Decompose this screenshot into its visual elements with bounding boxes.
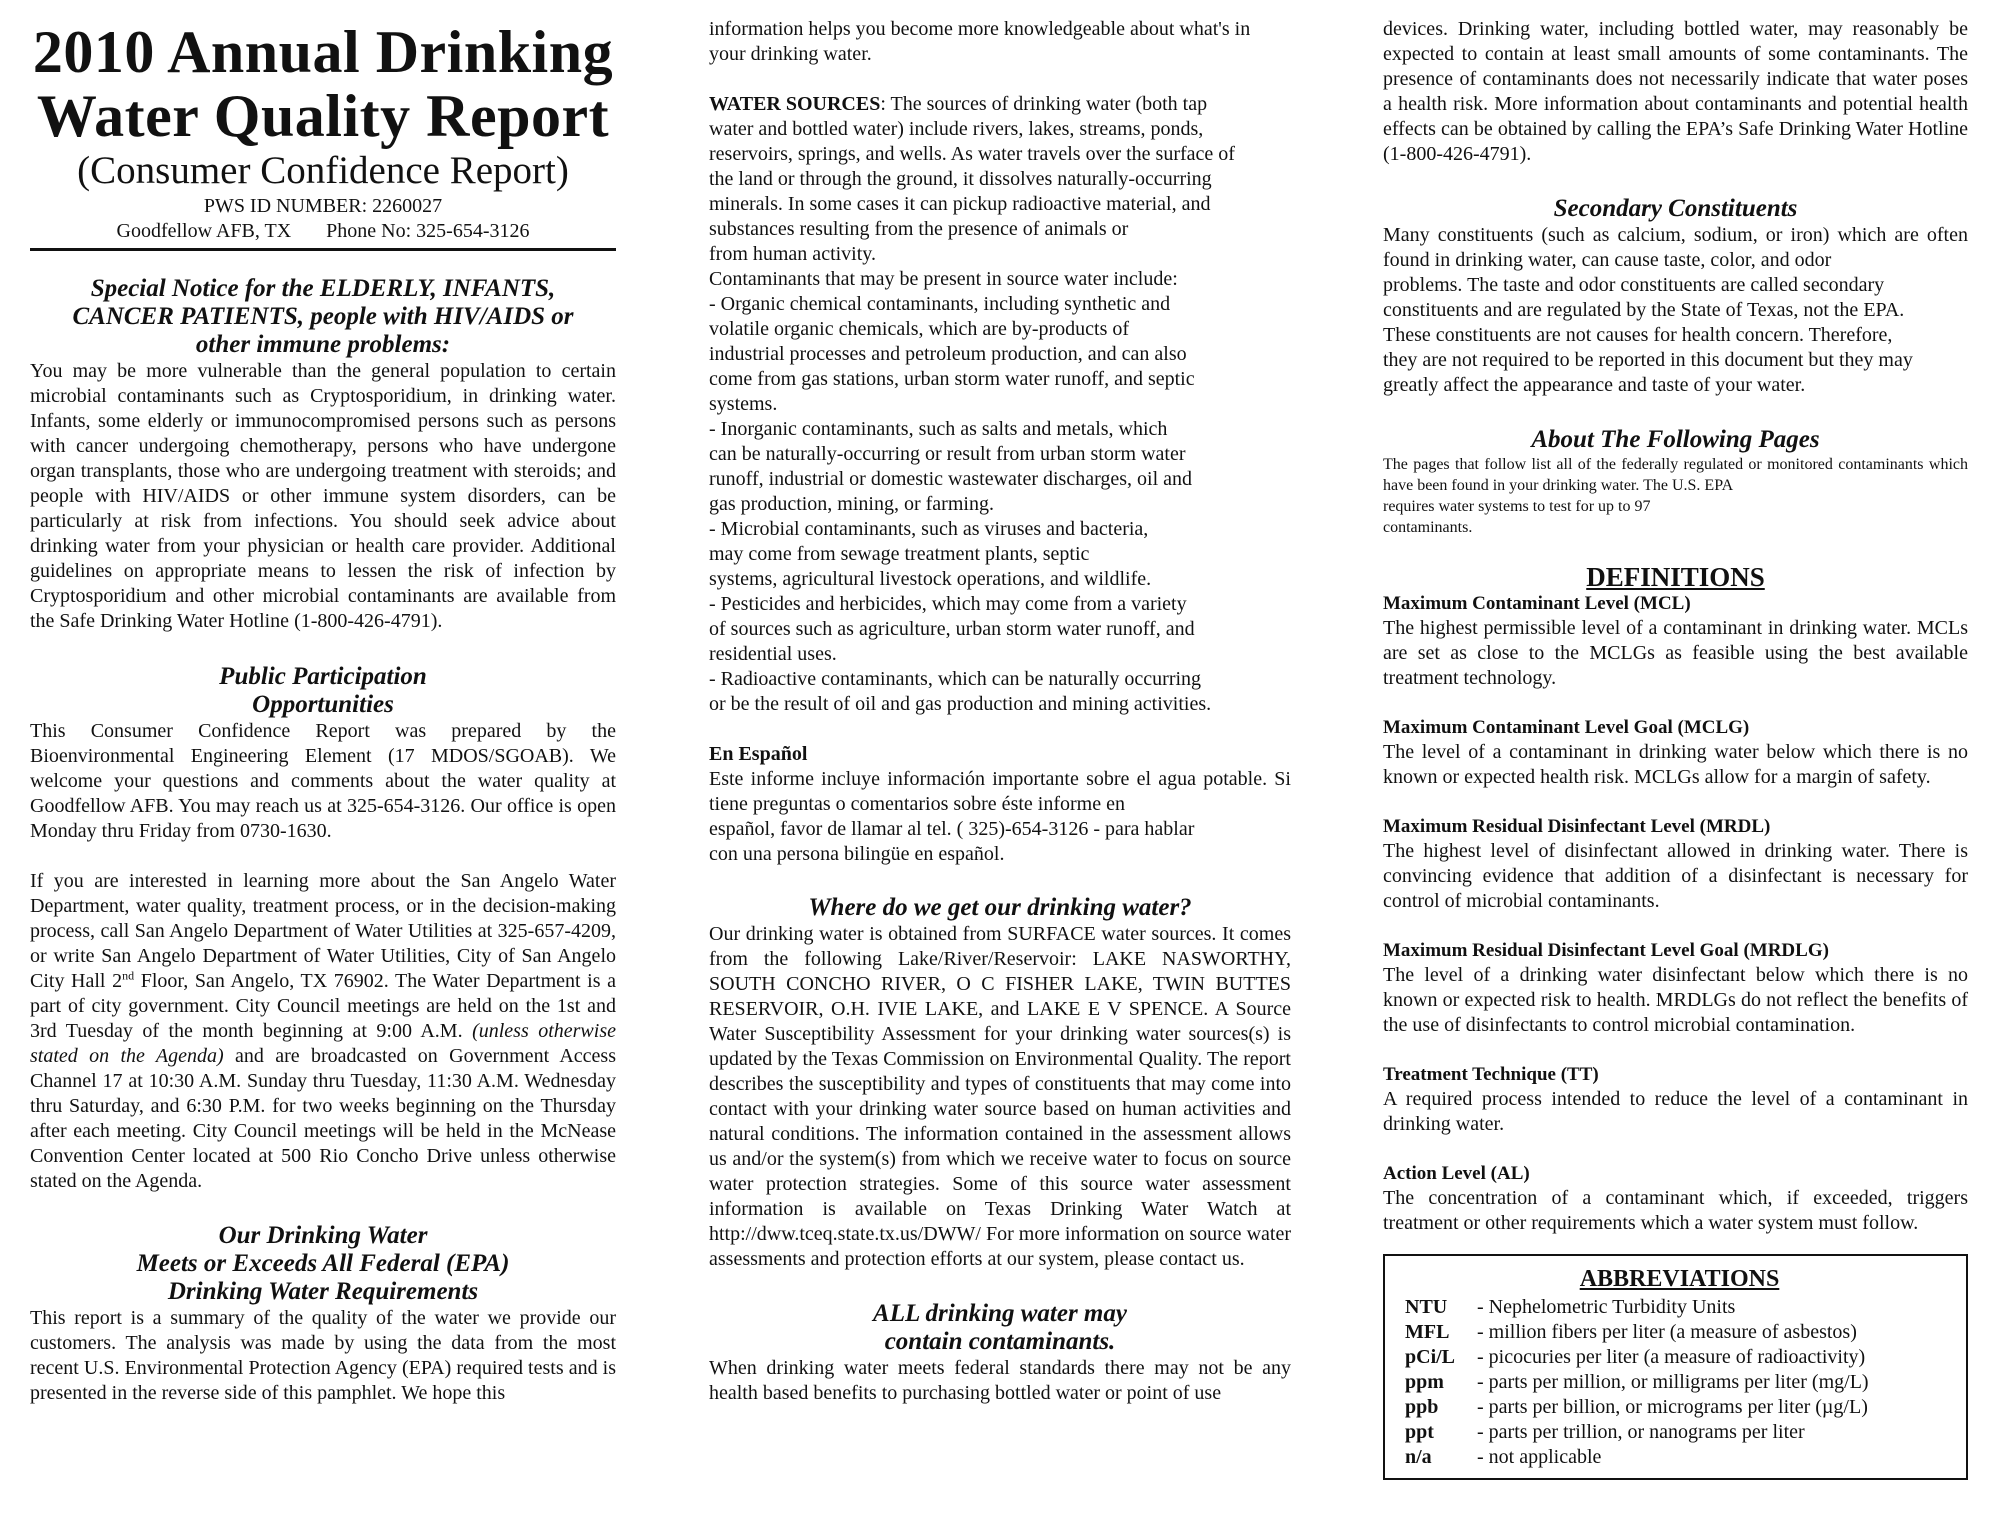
definition-term: Maximum Residual Disinfectant Level Goal (MRDLG)	[1383, 940, 1829, 961]
meets-epa-heading: Our Drinking Water Meets or Exceeds All Federal (EPA) Drinking Water Requirements	[136, 1222, 510, 1305]
abbreviation-row: ppt - parts per trillion, or nanograms per liter	[1405, 1421, 1805, 1443]
definitions-heading: DEFINITIONS	[1586, 562, 1765, 592]
water-sources-line: the land or through the ground, it dissolves naturally-occurring	[709, 168, 1212, 190]
definition-text: The level of a contaminant in drinking water below which there is no known or expected health risk. MCLGs allow for a margin of safety.	[1383, 741, 1968, 788]
definition-item	[1383, 592, 1968, 691]
water-sources-line: come from gas stations, urban storm water runoff, and septic	[709, 368, 1195, 390]
water-sources-line: industrial processes and petroleum production, and can also	[709, 343, 1187, 365]
column-2	[709, 0, 1291, 1406]
water-sources-line: minerals. In some cases it can pickup radioactive material, and	[709, 193, 1211, 215]
definition-item	[1383, 939, 1968, 1038]
meets-epa-body: This report is a summary of the quality of the water we provide our customers. The analysis was made by using the data from the most recent U.S. Environmental Protection Agency (EPA) required tests and is presented in the reverse side of this pamphlet. We hope this	[30, 1307, 616, 1404]
definition-text: The concentration of a contaminant which, if exceeded, triggers treatment or other requirements which a water system must follow.	[1383, 1187, 1968, 1234]
all-water-body: When drinking water meets federal standards there may not be any health based benefits to purchasing bottled water or point of use	[709, 1357, 1291, 1404]
definition-term: Maximum Contaminant Level (MCL)	[1383, 593, 1691, 614]
espanol-line: con una persona bilingüe en español.	[709, 843, 1005, 865]
all-water-heading: ALL drinking water may contain contaminants.	[873, 1300, 1127, 1355]
water-sources-line: residential uses.	[709, 643, 837, 665]
water-sources-line: WATER SOURCES: The sources of drinking water (both tap	[709, 93, 1208, 115]
water-sources-line: gas production, mining, or farming.	[709, 493, 994, 515]
abbreviation-row: n/a - not applicable	[1405, 1446, 1602, 1468]
public-participation-body-2: If you are interested in learning more about the San Angelo Water Department, water quality, treatment process, or in the decision-making process, call San Angelo Department of Water Utilities at 325-657-4209, or write San Angelo Department of Water Utilities, City of San Angelo City Hall 2nd Floor, San Angelo, TX 76902. The Water Department is a part of city government. City Council meetings are held on the 1st and 3rd Tuesday of the month beginning at 9:00 A.M. (unless otherwise stated on the Agenda) and are broadcasted on Government Access Channel 17 at 10:30 A.M. Sunday thru Tuesday, 11:30 A.M. Wednesday thru Saturday, and 6:30 P.M. for two weeks beginning on the Thursday after each meeting. City Council meetings will be held in the McNease Convention Center located at 500 Rio Concho Drive unless otherwise stated on the Agenda.	[30, 870, 617, 1192]
special-notice-body: You may be more vulnerable than the general population to certain microbial contaminants such as Cryptosporidium, in drinking water. Infants, some elderly or immunocompromised persons such as persons with cancer undergoing chemotherapy, persons who have undergone organ transplants, those who are undergoing treatment with steroids; and people with HIV/AIDS or other immune system disorders, can be particularly at risk from infections. You should seek advice about drinking water from your physician or health care provider. Additional guidelines on appropriate means to lessen the risk of infection by Cryptosporidium and other microbial contaminants are available from the Safe Drinking Water Hotline (1-800-426-4791).	[30, 360, 616, 632]
definition-item	[1383, 815, 1968, 914]
definition-term: Maximum Contaminant Level Goal (MCLG)	[1383, 717, 1750, 738]
secondary-line: they are not required to be reported in this document but they may	[1383, 349, 1913, 371]
pws-id: PWS ID NUMBER: 2260027	[203, 195, 443, 217]
abbreviation-row: pCi/L - picocuries per liter (a measure of radioactivity)	[1405, 1346, 1866, 1368]
water-sources-line: reservoirs, springs, and wells. As water travels over the surface of	[709, 143, 1235, 165]
water-sources-line: - Organic chemical contaminants, including synthetic and	[709, 293, 1171, 315]
definition-term: Action Level (AL)	[1383, 1163, 1530, 1184]
column-1	[30, 0, 616, 1406]
definition-item	[1383, 1063, 1968, 1137]
water-sources-line: substances resulting from the presence of animals or	[709, 218, 1129, 240]
definition-text: The highest permissible level of a contaminant in drinking water. MCLs are set as close to the MCLGs as feasible using the best available treatment technology.	[1383, 617, 1968, 689]
public-participation-heading: Public Participation Opportunities	[219, 663, 427, 718]
definition-text: The level of a drinking water disinfectant below which there is no known or expected risk to health. MRDLGs do not reflect the benefits of the use of disinfectants to control microbial contamination.	[1383, 964, 1968, 1036]
secondary-line: constituents and are regulated by the State of Texas, not the EPA.	[1383, 299, 1905, 321]
about-heading: About The Following Pages	[1531, 426, 1820, 453]
water-sources-line: systems, agricultural livestock operations, and wildlife.	[709, 568, 1152, 590]
water-sources-section	[709, 92, 1291, 717]
espanol-heading: En Español	[709, 743, 808, 765]
water-sources-line: runoff, industrial or domestic wastewater discharges, oil and	[709, 468, 1193, 490]
espanol-body: Este informe incluye información importante sobre el agua potable. Si tiene preguntas o comentarios sobre éste informe en	[709, 768, 1291, 815]
report-title: 2010 Annual Drinking Water Quality Report	[32, 19, 614, 149]
about-body: The pages that follow list all of the federally regulated or monitored contaminants which have been found in your drinking water. The U.S. EPA	[1383, 456, 1968, 494]
all-water-body-cont: devices. Drinking water, including bottled water, may reasonably be expected to contain at least small amounts of some contaminants. The presence of contaminants does not necessarily indicate that water poses a health risk. More information about contaminants and potential health effects can be obtained by calling the EPA’s Safe Drinking Water Hotline (1-800-426-4791).	[1383, 18, 1968, 165]
column-3	[1383, 0, 1968, 1480]
secondary-line: These constituents are not causes for health concern. Therefore,	[1383, 324, 1893, 346]
water-sources-line: - Pesticides and herbicides, which may come from a variety	[709, 593, 1187, 615]
water-sources-line: from human activity.	[709, 243, 876, 265]
espanol-line: español, favor de llamar al tel. ( 325)-654-3126 - para hablar	[709, 818, 1195, 840]
public-participation-body-1: This Consumer Confidence Report was prepared by the Bioenvironmental Engineering Element (17 MDOS/SGOAB). We welcome your questions and comments about the water quality at Goodfellow AFB. You may reach us at 325-654-3126. Our office is open Monday thru Friday from 0730-1630.	[30, 720, 616, 842]
where-heading: Where do we get our drinking water?	[808, 894, 1192, 921]
abbreviations-box	[1383, 1254, 1968, 1480]
water-sources-line: can be naturally-occurring or result from urban storm water	[709, 443, 1186, 465]
water-sources-line: may come from sewage treatment plants, septic	[709, 543, 1090, 565]
abbreviation-row: ppm - parts per million, or milligrams per liter (mg/L)	[1405, 1371, 1869, 1393]
about-line: contaminants.	[1383, 519, 1473, 536]
contact-line: Goodfellow AFB, TX Phone No: 325-654-3126	[116, 220, 530, 242]
secondary-line: problems. The taste and odor constituents are called secondary	[1383, 274, 1885, 296]
definition-item	[1383, 1162, 1968, 1236]
definition-item	[1383, 716, 1968, 790]
water-sources-line: or be the result of oil and gas production and mining activities.	[709, 693, 1212, 715]
where-body: Our drinking water is obtained from SURFACE water sources. It comes from the following Lake/River/Reservoir: LAKE NASWORTHY, SOUTH CONCHO RIVER, O C FISHER LAKE, TWIN BUTTES RESERVOIR, O.H. IVIE LAKE, and LAKE E V SPENCE. A Source Water Susceptibility Assessment for your drinking water sources(s) is updated by the Texas Commission on Environmental Quality. The report describes the susceptibility and types of constituents that may come into contact with your drinking water source based on human activities and natural conditions. The information contained in the assessment allows us and/or the system(s) from which we receive water to focus on source water protection strategies. Some of this source water assessment information is available on Texas Drinking Water Watch at http://dww.tceq.state.tx.us/DWW/ For more information on source water assessments and protection efforts at our system, please contact us.	[709, 923, 1291, 1270]
definition-text: A required process intended to reduce the level of a contaminant in drinking water.	[1383, 1088, 1968, 1135]
meets-epa-body-cont: information helps you become more knowledgeable about what's in your drinking water.	[709, 18, 1251, 65]
report-subtitle: (Consumer Confidence Report)	[77, 149, 569, 192]
water-sources-line: Contaminants that may be present in source water include:	[709, 268, 1178, 290]
about-line: requires water systems to test for up to 97	[1383, 498, 1651, 515]
definition-term: Treatment Technique (TT)	[1383, 1064, 1599, 1085]
water-sources-line: water and bottled water) include rivers, lakes, streams, ponds,	[709, 118, 1204, 140]
secondary-line: Many constituents (such as calcium, sodium, or iron) which are often found in drinking water, can cause taste, color, and odor	[1383, 224, 1968, 271]
water-sources-line: systems.	[709, 393, 778, 415]
water-sources-line: volatile organic chemicals, which are by-products of	[709, 318, 1130, 340]
secondary-line: greatly affect the appearance and taste of your water.	[1383, 374, 1806, 396]
definition-term: Maximum Residual Disinfectant Level (MRDL)	[1383, 816, 1771, 837]
abbreviation-row: ppb - parts per billion, or micrograms per liter (µg/L)	[1405, 1396, 1868, 1418]
definition-text: The highest level of disinfectant allowed in drinking water. There is convincing evidence that addition of a disinfectant is necessary for control of microbial contaminants.	[1383, 840, 1968, 912]
secondary-heading: Secondary Constituents	[1553, 195, 1798, 222]
water-sources-line: - Radioactive contaminants, which can be naturally occurring	[709, 668, 1202, 690]
abbreviation-row: MFL - million fibers per liter (a measure of asbestos)	[1405, 1321, 1857, 1343]
abbreviation-row: NTU - Nephelometric Turbidity Units	[1405, 1296, 1736, 1318]
water-sources-line: of sources such as agriculture, urban storm water runoff, and	[709, 618, 1195, 640]
abbreviations-heading: ABBREVIATIONS	[1579, 1266, 1780, 1292]
special-notice-heading: Special Notice for the ELDERLY, INFANTS, CANCER PATIENTS, people with HIV/AIDS or other immune problems:	[72, 275, 574, 358]
water-sources-line: - Microbial contaminants, such as viruses and bacteria,	[709, 518, 1149, 540]
water-sources-line: - Inorganic contaminants, such as salts and metals, which	[709, 418, 1168, 440]
